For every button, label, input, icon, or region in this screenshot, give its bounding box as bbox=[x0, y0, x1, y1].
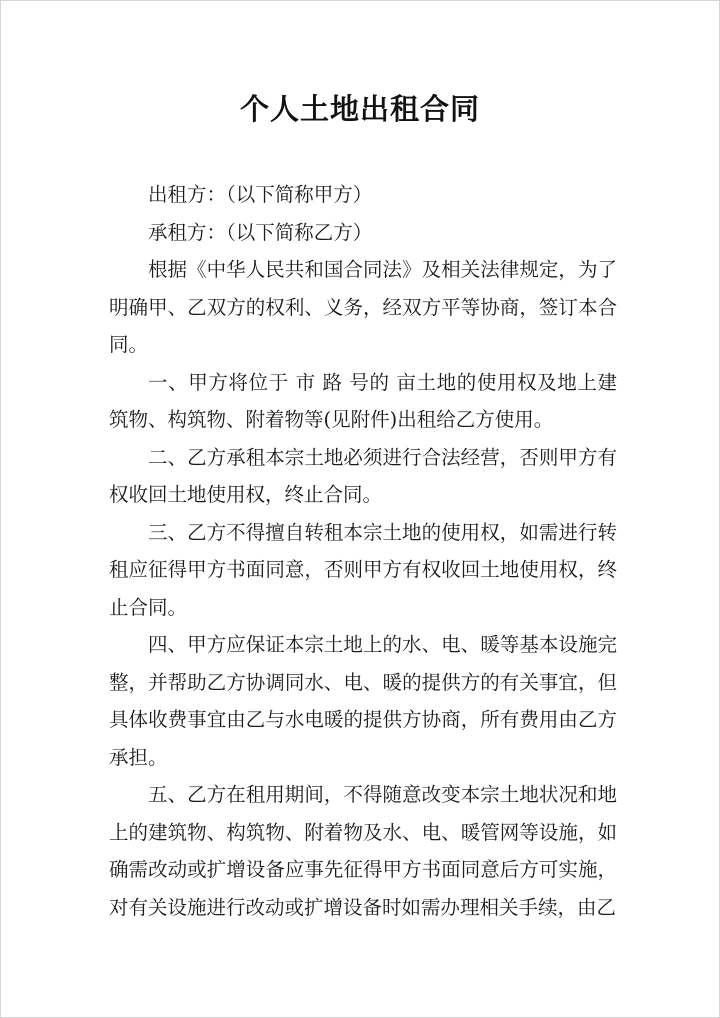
paragraph-lessee: 承租方：（以下简称乙方） bbox=[148, 220, 373, 244]
paragraph-clause-4: 四、甲方应保证本宗土地上的水、电、暖等基本设施完整，并帮助乙方协调同水、电、暖的提供方的有关事宜，但具体收费事宜由乙与水电暖的提供方协商，所有费用由乙方承担。 bbox=[109, 633, 617, 769]
paragraph-clause-3: 三、乙方不得擅自转租本宗土地的使用权，如需进行转租应征得甲方书面同意，否则甲方有权收回土地使用权，终止合同。 bbox=[109, 520, 617, 619]
document-title: 个人土地出租合同 bbox=[239, 92, 480, 126]
paragraph-lessor: 出租方：（以下简称甲方） bbox=[148, 183, 373, 206]
paragraph-preamble: 根据《中华人民共和国合同法》及相关法律规定，为了明确甲、乙双方的权利、义务，经双方平等协商，签订本合同。 bbox=[109, 258, 617, 356]
paragraph-clause-5: 五、乙方在租用期间，不得随意改变本宗土地状况和地上的建筑物、构筑物、附着物及水、电、暖管网等设施，如确需改动或扩增设备应事先征得甲方书面同意后方可实施，对有关设施进行改动或扩增设备时如需办理相关手续，由乙 bbox=[109, 783, 617, 919]
paragraph-clause-1: 一、甲方将位于 市 路 号的 亩土地的使用权及地上建筑物、构筑物、附着物等(见附件)出租给乙方使用。 bbox=[109, 370, 617, 431]
paragraph-clause-2: 二、乙方承租本宗土地必须进行合法经营，否则甲方有权收回土地使用权，终止合同。 bbox=[109, 445, 617, 506]
document-body bbox=[109, 176, 617, 926]
